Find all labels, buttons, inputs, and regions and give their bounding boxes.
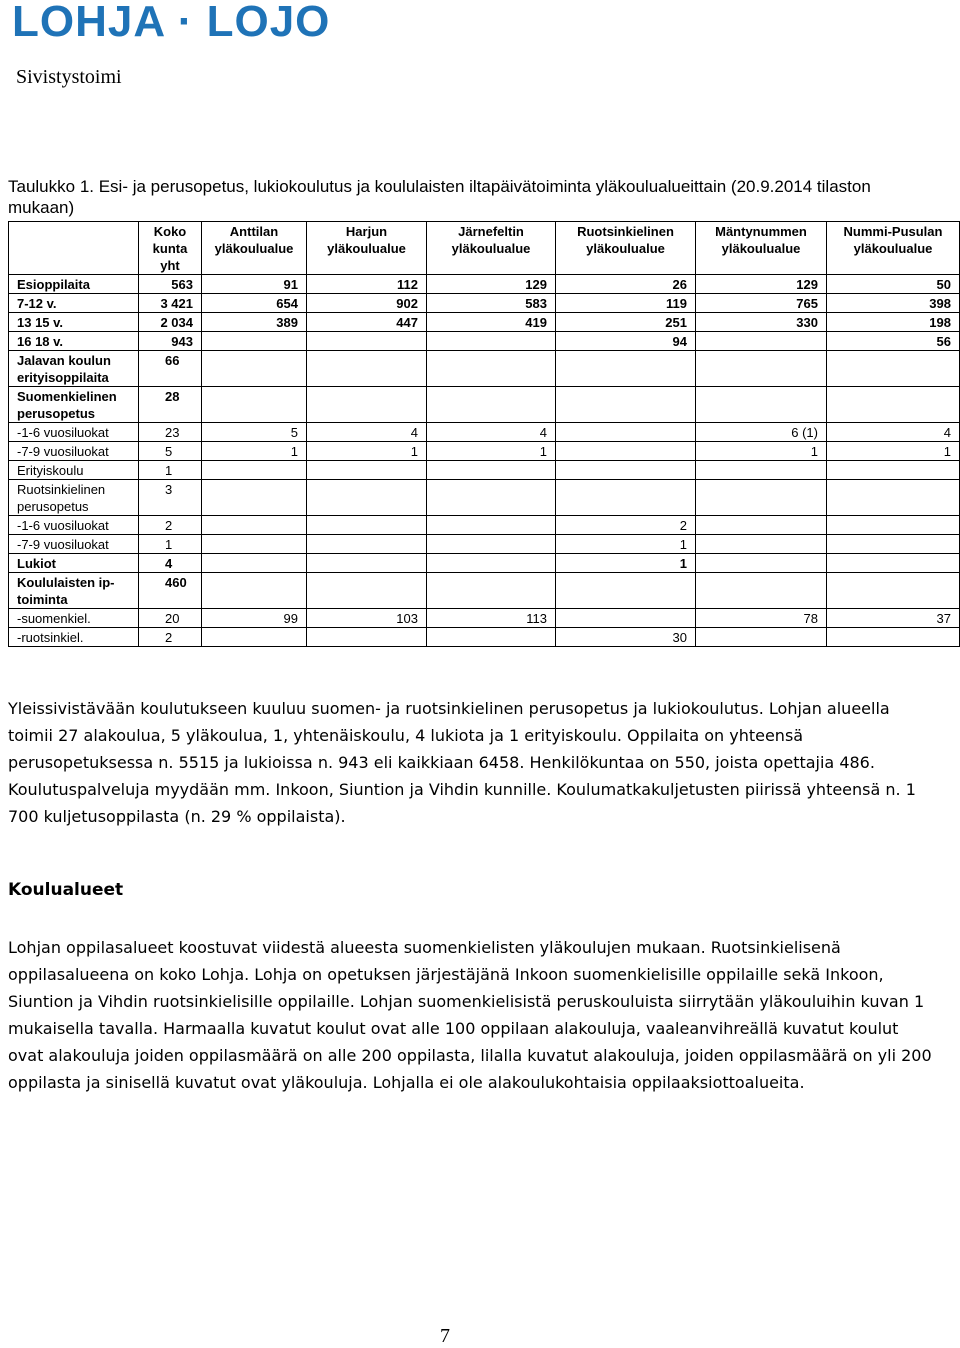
table-cell: 4 (307, 423, 427, 442)
column-header: Harjun yläkoulualue (307, 222, 427, 275)
table-cell: 112 (307, 275, 427, 294)
row-label: -1-6 vuosiluokat (9, 516, 139, 535)
table-cell: 1 (827, 442, 960, 461)
table-cell (827, 351, 960, 387)
table-cell: 563 (139, 275, 202, 294)
table-cell (827, 554, 960, 573)
table-cell (427, 535, 556, 554)
column-header: Mäntynummen yläkoulualue (696, 222, 827, 275)
table-cell: 198 (827, 313, 960, 332)
table-cell: 30 (556, 628, 696, 647)
table-cell (307, 628, 427, 647)
table-cell: 23 (139, 423, 202, 442)
table-cell: 129 (696, 275, 827, 294)
table-cell: 251 (556, 313, 696, 332)
table-cell: 94 (556, 332, 696, 351)
table-cell: 447 (307, 313, 427, 332)
department-name: Sivistystoimi (16, 66, 122, 88)
table-row (9, 387, 960, 423)
table-cell: 56 (827, 332, 960, 351)
table-cell (202, 573, 307, 609)
table-cell (696, 554, 827, 573)
table-cell: 113 (427, 609, 556, 628)
table-row (9, 294, 960, 313)
section-heading: Koulualueet (8, 880, 124, 900)
table-cell (307, 573, 427, 609)
table-cell (556, 573, 696, 609)
table-cell: 129 (427, 275, 556, 294)
table-cell: 78 (696, 609, 827, 628)
table-cell: 26 (556, 275, 696, 294)
table-cell (827, 535, 960, 554)
table-caption: Taulukko 1. Esi- ja perusopetus, lukiokoulutus ja koululaisten iltapäivätoiminta yläkoulualueittain (20.9.2014 tilaston mukaan) (8, 177, 871, 217)
table-cell: 2 034 (139, 313, 202, 332)
table-row (9, 554, 960, 573)
statistics-table (8, 221, 960, 647)
column-header (9, 222, 139, 275)
table-cell (427, 554, 556, 573)
row-label: 13 15 v. (9, 313, 139, 332)
row-label: -7-9 vuosiluokat (9, 442, 139, 461)
row-label: Koululaisten ip-toiminta (9, 573, 139, 609)
table-cell: 765 (696, 294, 827, 313)
table-cell: 3 (139, 480, 202, 516)
row-label: 16 18 v. (9, 332, 139, 351)
column-header: Ruotsinkielinen yläkoulualue (556, 222, 696, 275)
table-cell (427, 516, 556, 535)
table-cell (696, 332, 827, 351)
table-cell (556, 351, 696, 387)
table-cell (696, 461, 827, 480)
table-cell: 3 421 (139, 294, 202, 313)
table-cell: 5 (139, 442, 202, 461)
table-cell: 654 (202, 294, 307, 313)
table-cell (827, 573, 960, 609)
table-cell: 91 (202, 275, 307, 294)
table-cell: 2 (556, 516, 696, 535)
table-cell (202, 535, 307, 554)
table-cell (827, 461, 960, 480)
table-cell (827, 387, 960, 423)
table-cell (307, 516, 427, 535)
row-label: Suomenkielinen perusopetus (9, 387, 139, 423)
table-cell (427, 332, 556, 351)
table-cell: 1 (139, 535, 202, 554)
table-cell: 99 (202, 609, 307, 628)
table-row (9, 535, 960, 554)
table-cell: 28 (139, 387, 202, 423)
table-cell (427, 480, 556, 516)
row-label: Lukiot (9, 554, 139, 573)
table-row (9, 332, 960, 351)
table-cell: 4 (427, 423, 556, 442)
row-label: -suomenkiel. (9, 609, 139, 628)
section-paragraph: Lohjan oppilasalueet koostuvat viidestä alueesta suomenkielisten yläkoulujen mukaan. Ruotsinkielisenä oppilasalueena on koko Lohja. Lohja on opetuksen järjestäjänä Inkoon suomenkielisille oppilaille sekä Inkoon, Siuntion ja Vihdin ruotsinkielisille oppilaille. Lohjan suomenkielisistä peruskouluista siirrytään yläkouluihin kuvan 1 mukaisella tavalla. Harmaalla kuvatut koulut ovat alle 100 oppilaan alakouluja, vaaleanvihreällä kuvatut koulut ovat alakouluja joiden oppilasmäärä on alle 200 oppilasta, lilalla kuvatut alakouluja, joiden oppilasmäärä on yli 200 oppilasta ja sinisellä kuvatut ovat yläkouluja. Lohjalla ei ole alakoulukohtaisia oppilaaksiottoalueita. (8, 938, 932, 1092)
row-label: Ruotsinkielinen perusopetus (9, 480, 139, 516)
table-row (9, 516, 960, 535)
table-cell (427, 387, 556, 423)
table-cell: 37 (827, 609, 960, 628)
column-header: Järnefeltin yläkoulualue (427, 222, 556, 275)
table-cell: 119 (556, 294, 696, 313)
table-cell (696, 628, 827, 647)
row-label: -1-6 vuosiluokat (9, 423, 139, 442)
row-label: 7-12 v. (9, 294, 139, 313)
table-cell (427, 628, 556, 647)
table-cell (556, 480, 696, 516)
table-cell (827, 628, 960, 647)
table-cell: 1 (696, 442, 827, 461)
table-cell (556, 423, 696, 442)
table-cell (556, 609, 696, 628)
table-cell (696, 535, 827, 554)
table-cell (202, 332, 307, 351)
table-cell (307, 351, 427, 387)
table-cell: 103 (307, 609, 427, 628)
table-cell (696, 387, 827, 423)
table-cell: 4 (827, 423, 960, 442)
table-row (9, 480, 960, 516)
table-cell (202, 461, 307, 480)
table-cell: 1 (307, 442, 427, 461)
column-header: Anttilan yläkoulualue (202, 222, 307, 275)
table-cell: 6 (1) (696, 423, 827, 442)
table-cell (556, 442, 696, 461)
row-label: -ruotsinkiel. (9, 628, 139, 647)
table-cell (696, 480, 827, 516)
table-cell: 1 (556, 554, 696, 573)
table-cell (202, 554, 307, 573)
table-cell (307, 535, 427, 554)
table-cell: 20 (139, 609, 202, 628)
lohja-lojo-logo: LOHJA · LOJO (12, 0, 331, 46)
table-cell (202, 351, 307, 387)
row-label: Esioppilaita (9, 275, 139, 294)
table-cell (427, 461, 556, 480)
table-cell: 1 (202, 442, 307, 461)
column-header: Nummi-Pusulan yläkoulualue (827, 222, 960, 275)
table-cell: 4 (139, 554, 202, 573)
table-cell (307, 332, 427, 351)
table-cell (307, 387, 427, 423)
table-header-row (9, 222, 960, 275)
table-cell (202, 480, 307, 516)
table-cell: 943 (139, 332, 202, 351)
table-cell: 330 (696, 313, 827, 332)
row-label: -7-9 vuosiluokat (9, 535, 139, 554)
table-cell (696, 516, 827, 535)
table-cell: 902 (307, 294, 427, 313)
table-cell (696, 573, 827, 609)
table-cell: 2 (139, 628, 202, 647)
table-row (9, 461, 960, 480)
table-cell (202, 628, 307, 647)
table-cell: 50 (827, 275, 960, 294)
row-label: Jalavan koulun erityisoppilaita (9, 351, 139, 387)
table-cell (427, 573, 556, 609)
table-cell (307, 461, 427, 480)
table-body (9, 275, 960, 647)
table-cell (202, 387, 307, 423)
page-number: 7 (440, 1325, 450, 1347)
table-row (9, 423, 960, 442)
table-cell (696, 351, 827, 387)
table-cell: 66 (139, 351, 202, 387)
row-label: Erityiskoulu (9, 461, 139, 480)
table-row (9, 351, 960, 387)
table-cell: 1 (427, 442, 556, 461)
table-cell (307, 554, 427, 573)
table-cell: 1 (556, 535, 696, 554)
table-cell: 583 (427, 294, 556, 313)
table-cell: 389 (202, 313, 307, 332)
table-row (9, 628, 960, 647)
table-cell: 1 (139, 461, 202, 480)
table-cell: 460 (139, 573, 202, 609)
table-row (9, 573, 960, 609)
table-cell (827, 516, 960, 535)
column-header: Koko kunta yht (139, 222, 202, 275)
table-cell: 2 (139, 516, 202, 535)
table-row (9, 609, 960, 628)
table-cell (202, 516, 307, 535)
table-row (9, 442, 960, 461)
table-cell: 5 (202, 423, 307, 442)
table-row (9, 275, 960, 294)
table-cell (307, 480, 427, 516)
table-cell (827, 480, 960, 516)
table-cell: 419 (427, 313, 556, 332)
table-cell (427, 351, 556, 387)
table-row (9, 313, 960, 332)
table-cell: 398 (827, 294, 960, 313)
intro-paragraph: Yleissivistävään koulutukseen kuuluu suomen- ja ruotsinkielinen perusopetus ja lukiokoulutus. Lohjan alueella toimii 27 alakoulua, 5 yläkoulua, 1, yhtenäiskoulu, 4 lukiota ja 1 erityiskoulu. Oppilaita on yhteensä perusopetuksessa n. 5515 ja lukioissa n. 943 eli kaikkiaan 6458. Henkilökuntaa on 550, joista opettajia 486. Koulutuspalveluja myydään mm. Inkoon, Siuntion ja Vihdin kunnille. Koulumatkakuljetusten piirissä yhteensä n. 1 700 kuljetusoppilasta (n. 29 % oppilaista). (8, 699, 916, 826)
table-cell (556, 461, 696, 480)
table-cell (556, 387, 696, 423)
